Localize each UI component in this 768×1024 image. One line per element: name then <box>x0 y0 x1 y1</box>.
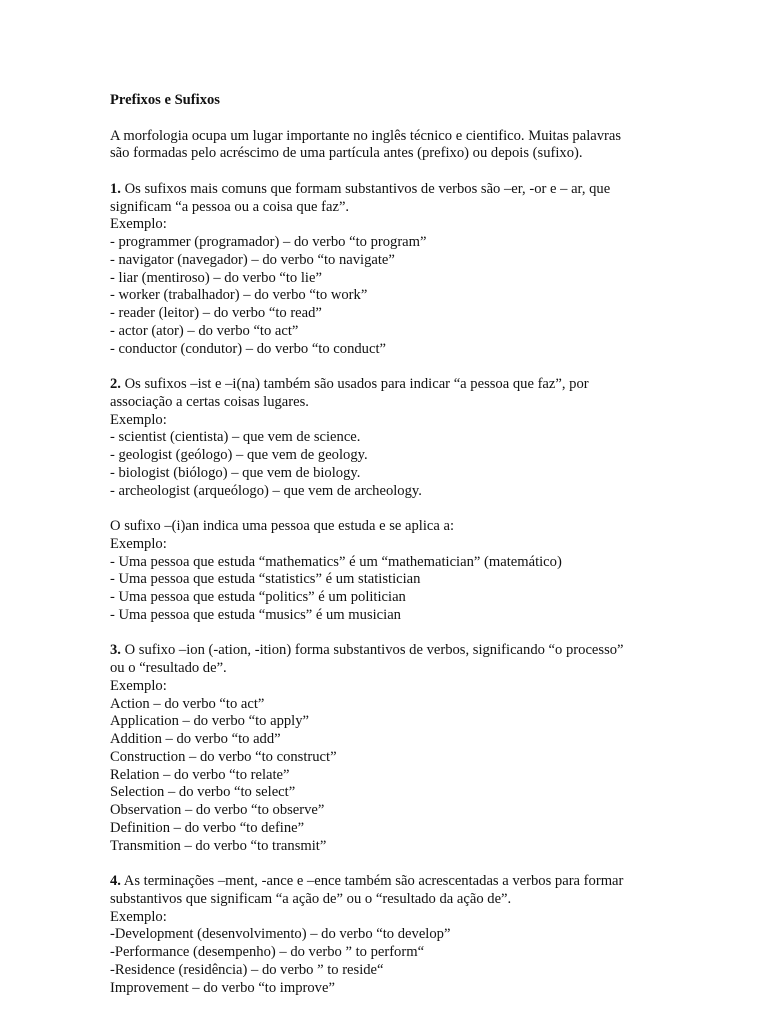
intro-paragraph <box>110 128 670 164</box>
list-item: - Uma pessoa que estuda “politics” é um politician <box>110 589 406 605</box>
section-lead: significam “a pessoa ou a coisa que faz”. <box>110 198 350 215</box>
list-item: - archeologist (arqueólogo) – que vem de archeology. <box>110 482 422 499</box>
list-item: - programmer (programador) – do verbo “to program” <box>110 234 427 250</box>
section-4 <box>110 873 670 997</box>
list-item: Improvement – do verbo “to improve” <box>110 979 335 996</box>
list-item: Action – do verbo “to act” <box>110 695 265 712</box>
list-item: - liar (mentiroso) – do verbo “to lie” <box>110 269 322 286</box>
section-1 <box>110 181 670 359</box>
list-item: Relation – do verbo “to relate” <box>110 766 290 783</box>
section-lead: associação a certas coisas lugares. <box>110 393 309 410</box>
list-item: - Uma pessoa que estuda “mathematics” é um “mathematician” (matemático) <box>110 553 562 570</box>
section-lead: Os sufixos –ist e –i(na) também são usados para indicar “a pessoa que faz”, por <box>120 376 589 392</box>
list-item: Construction – do verbo “to construct” <box>110 748 337 765</box>
section-2b <box>110 518 670 625</box>
document-body <box>110 92 670 997</box>
section-lead: O sufixo –(i)an indica uma pessoa que estuda e se aplica a: <box>110 518 455 534</box>
list-item: -Performance (desempenho) – do verbo ” to perform“ <box>110 944 425 960</box>
list-item: - reader (leitor) – do verbo “to read” <box>110 305 322 321</box>
page-title: Prefixos e Sufixos <box>110 92 220 108</box>
section-number: 4. <box>110 873 121 889</box>
example-label: Exemplo: <box>110 216 167 233</box>
list-item: Definition – do verbo “to define” <box>110 819 305 836</box>
example-label: Exemplo: <box>110 535 167 552</box>
section-lead: substantivos que significam “a ação de” ou o “resultado da ação de”. <box>110 890 512 907</box>
intro-line: são formadas pelo acréscimo de uma partícula antes (prefixo) ou depois (sufixo). <box>110 145 583 162</box>
list-item: - biologist (biólogo) – que vem de biology. <box>110 464 361 481</box>
section-number: 2. <box>110 376 121 392</box>
list-item: - Uma pessoa que estuda “statistics” é um statistician <box>110 571 421 588</box>
list-item: - worker (trabalhador) – do verbo “to work” <box>110 287 368 304</box>
list-item: - geologist (geólogo) – que vem de geology. <box>110 447 368 463</box>
list-item: - Uma pessoa que estuda “musics” é um musician <box>110 606 401 623</box>
example-label: Exemplo: <box>110 908 167 925</box>
list-item: Selection – do verbo “to select” <box>110 784 296 801</box>
section-2 <box>110 376 670 500</box>
list-item: -Residence (residência) – do verbo ” to reside“ <box>110 961 384 978</box>
list-item: - navigator (navegador) – do verbo “to navigate” <box>110 251 395 268</box>
section-number: 1. <box>110 180 121 197</box>
section-lead: O sufixo –ion (-ation, -ition) forma substantivos de verbos, significando “o processo” <box>120 642 624 659</box>
list-item: Addition – do verbo “to add” <box>110 731 281 747</box>
list-item: - conductor (condutor) – do verbo “to conduct” <box>110 340 386 357</box>
section-lead: Os sufixos mais comuns que formam substantivos de verbos são –er, -or e – ar, que <box>120 180 611 197</box>
section-lead: As terminações –ment, -ance e –ence também são acrescentadas a verbos para formar <box>120 873 624 889</box>
list-item: -Development (desenvolvimento) – do verbo “to develop” <box>110 926 451 943</box>
list-item: Transmition – do verbo “to transmit” <box>110 837 327 854</box>
example-label: Exemplo: <box>110 677 167 694</box>
intro-line: A morfologia ocupa um lugar importante no inglês técnico e cientifico. Muitas palavras <box>110 127 622 144</box>
list-item: Application – do verbo “to apply” <box>110 713 309 730</box>
section-number: 3. <box>110 642 121 659</box>
section-3 <box>110 642 670 855</box>
list-item: Observation – do verbo “to observe” <box>110 802 325 818</box>
list-item: - actor (ator) – do verbo “to act” <box>110 322 299 339</box>
example-label: Exemplo: <box>110 411 167 428</box>
list-item: - scientist (cientista) – que vem de science. <box>110 429 361 446</box>
section-lead: ou o “resultado de”. <box>110 660 227 676</box>
